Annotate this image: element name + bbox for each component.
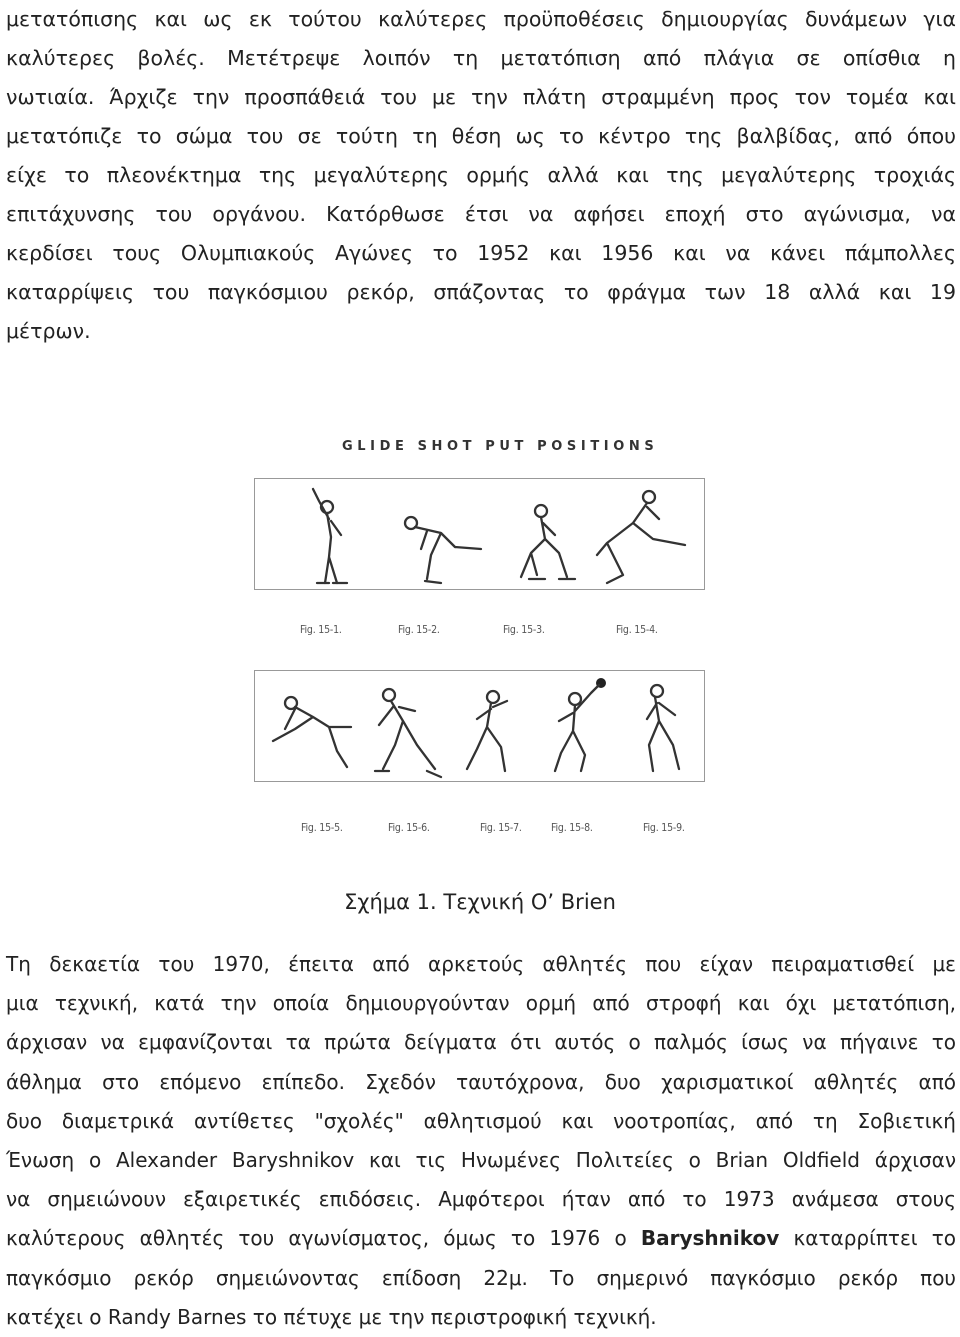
figure-label: Fig. 15-2. — [398, 624, 440, 636]
text-line — [6, 1219, 956, 1258]
athlete-figure — [273, 697, 351, 767]
figure-label: Fig. 15-8. — [551, 822, 593, 834]
text-line: κερδίσει τους Ολυμπιακούς Αγώνες το 1952 και 1956 και να κάνει πάμπολλες — [6, 241, 956, 265]
text-line: καλύτερες βολές. Μετέτρεψε λοιπόν τη μετατόπιση από πλάγια σε οπίσθια η — [6, 46, 956, 70]
text-line: Ένωση ο Alexander Baryshnikov και τις Ηνωμένες Πολιτείες ο Brian Oldfield άρχισαν — [6, 1147, 956, 1172]
text-line: επιτάχυνσης του οργάνου. Κατόρθωσε έτσι να αφήσει εποχή στο αγώνισμα, να — [6, 202, 956, 226]
figure-title: GLIDE SHOT PUT POSITIONS — [342, 439, 659, 454]
figure-label: Fig. 15-1. — [300, 624, 342, 636]
text-line: να σημειώνουν εξαιρετικές επιδόσεις. Αμφότεροι ήταν από το 1973 ανάμεσα στους — [6, 1187, 956, 1212]
text-line: μετατόπιζε το σώμα του σε τούτη τη θέση ως το κέντρο της βαλβίδας, από όπου — [6, 124, 956, 148]
text-line: παγκόσμιο ρεκόρ σημειώνοντας επίδοση 22μ. Το σημερινό παγκόσμιο ρεκόρ που — [6, 1265, 956, 1290]
athlete-figure — [313, 489, 347, 583]
figure-label: Fig. 15-3. — [503, 624, 545, 636]
text-line: κατέχει ο Randy Barnes το πέτυχε με την περιστροφική τεχνική. — [6, 1304, 657, 1329]
text-line: είχε το πλεονέκτημα της μεγαλύτερης ορμής αλλά και της μεγαλύτερης τροχιάς — [6, 163, 956, 187]
text-line: μετατόπισης και ως εκ τούτου καλύτερες προϋποθέσεις δημιουργίας δυνάμεων για — [6, 7, 956, 31]
athlete-figure — [555, 678, 606, 771]
text-line: Τη δεκαετία του 1970, έπειτα από αρκετούς αθλητές που είχαν πειραματισθεί με — [6, 952, 956, 976]
athlete-figure — [647, 685, 679, 771]
text-line: μια τεχνική, κατά την οποία δημιουργούνταν ορμή από στροφή και όχι μετατόπιση, — [6, 991, 956, 1016]
paragraph-history — [6, 945, 956, 1337]
text-line: άρχισαν να εμφανίζονται τα πρώτα δείγματα ότι αυτός ο παλμός ίσως να πήγαινε το — [6, 1030, 956, 1055]
figure-panel-bottom — [254, 670, 705, 782]
text-line: νωτιαία. Άρχιζε την προσπάθειά του με την πλάτη στραμμένη προς τον τομέα και — [6, 85, 956, 109]
paragraph-intro — [6, 0, 956, 351]
glide-shot-put-figure — [254, 425, 706, 853]
text-line: δυο διαμετρικά αντίθετες "σχολές" αθλητισμού και νοοτροπίας, από τη Σοβιετική — [6, 1108, 956, 1133]
athlete-sequence-bottom — [255, 671, 706, 783]
athlete-figure — [521, 505, 575, 579]
figure-label: Fig. 15-7. — [480, 822, 522, 834]
athlete-figure — [467, 691, 507, 771]
athlete-figure — [597, 491, 685, 583]
text-line: μέτρων. — [6, 319, 91, 343]
figure-panel-top — [254, 478, 705, 590]
figure-label: Fig. 15-5. — [301, 822, 343, 834]
text-line: καταρρίψεις του παγκόσμιου ρεκόρ, σπάζοντας το φράγμα των 18 αλλά και 19 — [6, 280, 956, 304]
bold-name: Baryshnikov — [640, 1226, 780, 1251]
athlete-figure — [375, 689, 441, 777]
figure-caption: Σχήμα 1. Τεχνική Ο’ Brien — [344, 890, 616, 914]
figure-label: Fig. 15-4. — [616, 624, 658, 636]
text-segment: καταρρίπτει το — [779, 1226, 956, 1251]
text-segment: καλύτερους αθλητές του αγωνίσματος, όμως το 1976 ο — [6, 1226, 641, 1251]
athlete-figure — [405, 517, 481, 583]
figure-label: Fig. 15-6. — [388, 822, 430, 834]
text-line: άθλημα στο επόμενο επίπεδο. Σχεδόν ταυτόχρονα, δυο χαρισματικοί αθλητές από — [6, 1069, 956, 1094]
athlete-sequence-top — [255, 479, 706, 591]
figure-label: Fig. 15-9. — [643, 822, 685, 834]
